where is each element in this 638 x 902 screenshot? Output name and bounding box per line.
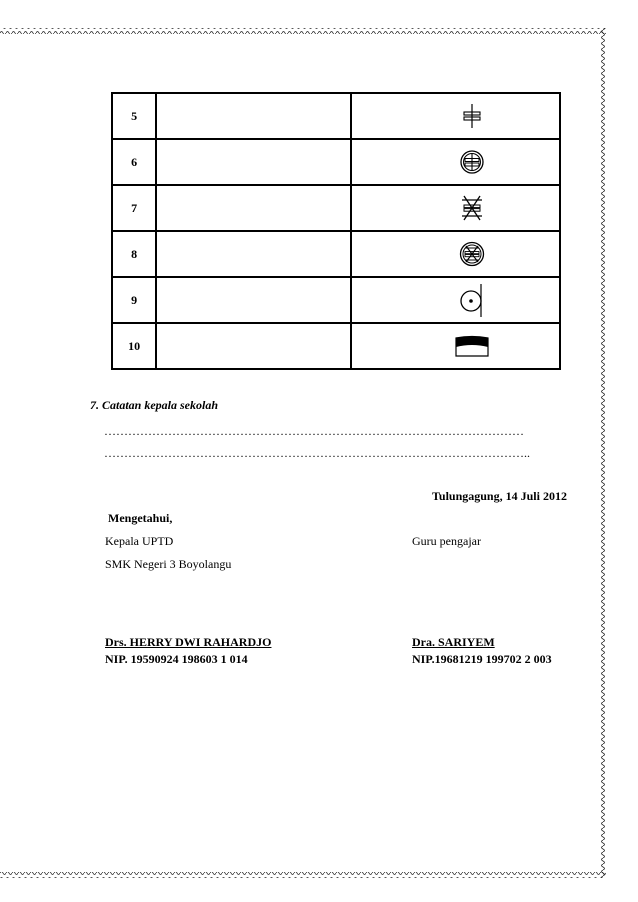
row-number: 5 (112, 93, 156, 139)
circle-dot-line-symbol-icon (459, 282, 485, 318)
symbol-cell (351, 185, 560, 231)
right-signatory-name: Dra. SARIYEM (412, 635, 495, 649)
left-signatory-name: Drs. HERRY DWI RAHARDJO (105, 635, 272, 649)
table-row (112, 185, 560, 231)
symbol-cell (351, 231, 560, 277)
table-row (112, 323, 560, 369)
left-signatory-nip: NIP. 19590924 198603 1 014 (105, 652, 248, 666)
notes-line-2: …………………………………………………………………………………………….. (104, 446, 530, 460)
left-school: SMK Negeri 3 Boyolangu (105, 557, 232, 571)
symbol-cell (351, 93, 560, 139)
section-heading: 7. Catatan kepala sekolah (90, 398, 219, 412)
row-number: 10 (112, 323, 156, 369)
plus-line-symbol-icon (461, 103, 483, 129)
row-number: 6 (112, 139, 156, 185)
right-role: Guru pengajar (412, 534, 481, 548)
description-cell (156, 323, 351, 369)
symbol-cell (351, 277, 560, 323)
row-number: 8 (112, 231, 156, 277)
place-date: Tulungagung, 14 Juli 2012 (432, 489, 567, 503)
symbol-cell (351, 323, 560, 369)
description-cell (156, 185, 351, 231)
description-cell (156, 277, 351, 323)
crossed-bars-symbol-icon (460, 195, 484, 221)
circled-crossed-bars-symbol-icon (459, 240, 485, 268)
half-filled-box-symbol-icon (454, 334, 490, 358)
row-number: 9 (112, 277, 156, 323)
notes-line-1: …………………………………………………………………………………………… (104, 424, 524, 438)
table-row (112, 93, 560, 139)
right-signatory-nip: NIP.19681219 199702 2 003 (412, 652, 552, 666)
description-cell (156, 231, 351, 277)
table-row (112, 277, 560, 323)
symbol-cell (351, 139, 560, 185)
row-number: 7 (112, 185, 156, 231)
description-cell (156, 93, 351, 139)
description-cell (156, 139, 351, 185)
table-row (112, 139, 560, 185)
symbol-table (111, 92, 561, 370)
left-role: Kepala UPTD (105, 534, 174, 548)
circled-plus-symbol-icon (459, 148, 485, 176)
acknowledge-label: Mengetahui, (108, 511, 173, 525)
table-row (112, 231, 560, 277)
